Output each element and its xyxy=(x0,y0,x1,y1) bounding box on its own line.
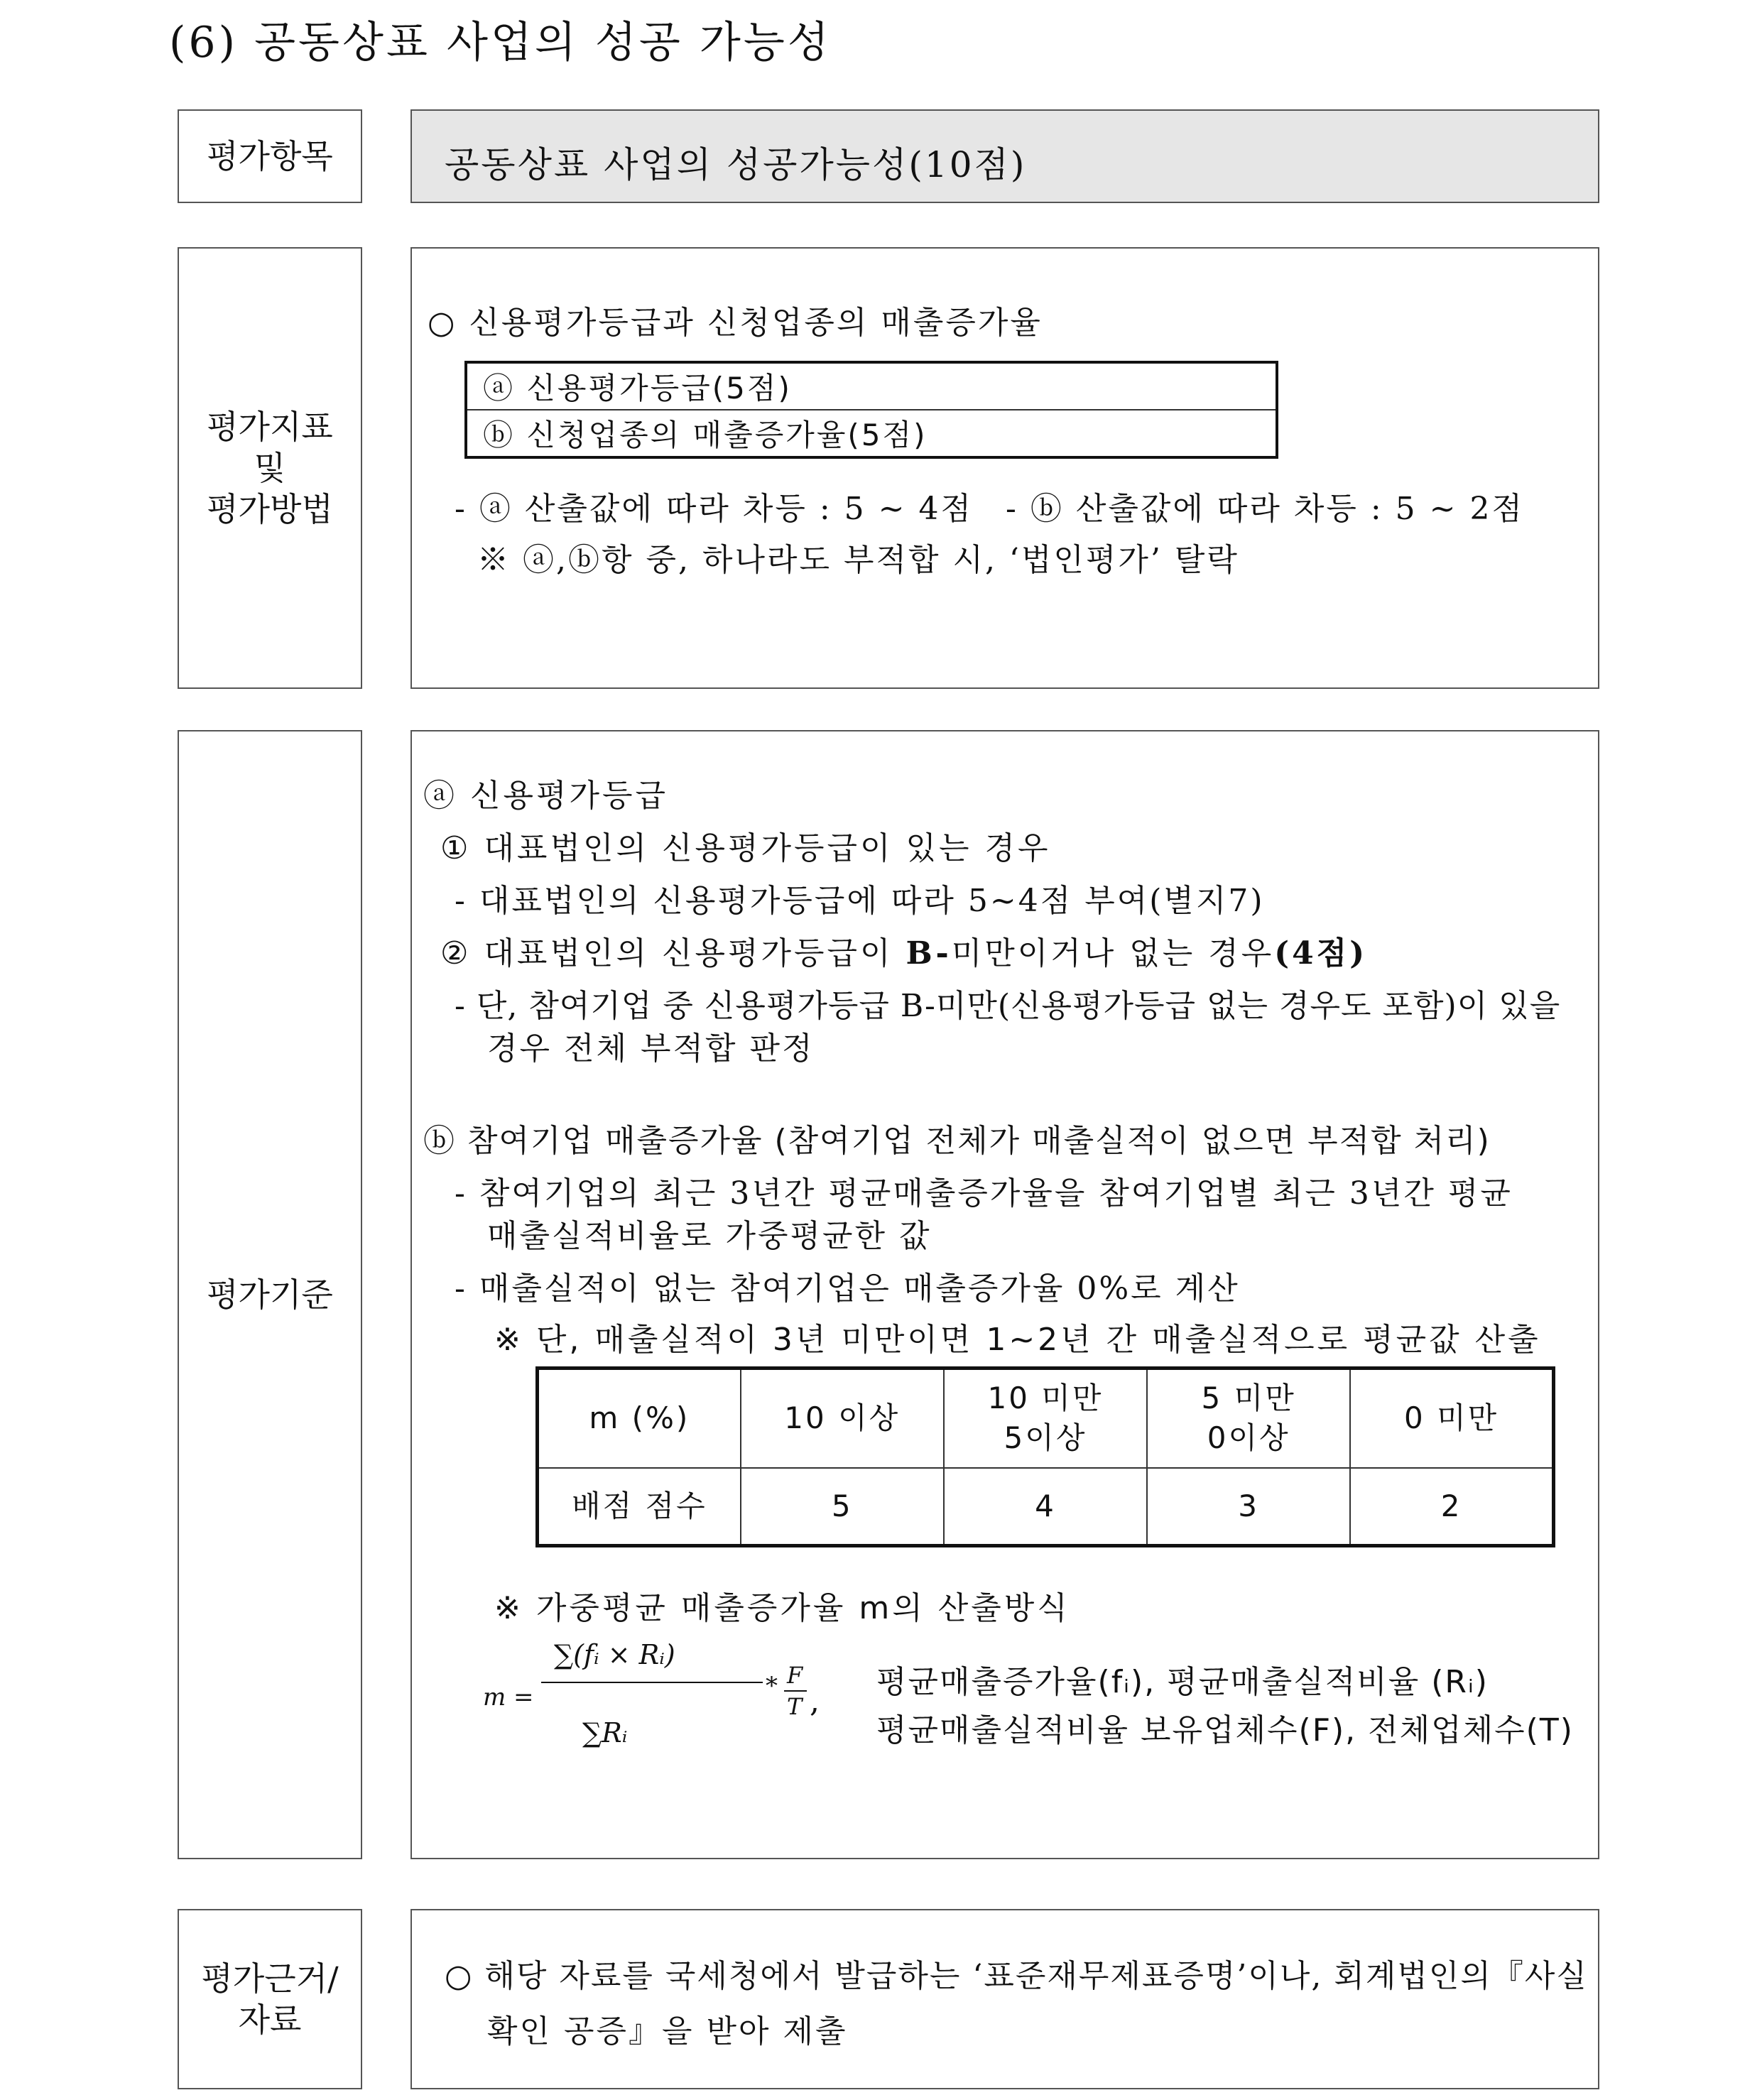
row3-a-title: ⓐ 신용평가등급 xyxy=(423,778,669,814)
row4-label-line2: 자료 xyxy=(238,2001,302,2039)
formula-lhs: m = xyxy=(483,1683,534,1712)
row3-b-note: ※ 단, 매출실적이 3년 미만이면 1∼2년 간 매출실적으로 평균값 산출 xyxy=(494,1322,1541,1358)
formula-comma: , xyxy=(810,1683,822,1719)
row3-b-sub1a: - 참여기업의 최근 3년간 평균매출증가율을 참여기업별 최근 3년간 평균 xyxy=(455,1175,1513,1212)
row3-a2-sub2: 경우 전체 부적합 판정 xyxy=(487,1030,815,1067)
row3-a2-mid: 미만이거나 없는 경우 xyxy=(951,935,1275,972)
row2-label-line1: 평가지표 xyxy=(207,408,333,446)
formula-times: * xyxy=(766,1672,778,1700)
formula-ft-bar xyxy=(784,1690,807,1692)
row2-line-a: - ⓐ 산출값에 따라 차등 : 5 ~ 4점 xyxy=(455,491,973,527)
inner-item-b: ⓑ 신청업종의 매출증가율(5점) xyxy=(466,410,1277,457)
row1-label-box xyxy=(178,109,362,203)
score-4: 4 xyxy=(944,1468,1147,1546)
row2-label-line2: 및 xyxy=(254,449,286,487)
row3-b-sub1b: 매출실적비율로 가중평균한 값 xyxy=(487,1218,932,1254)
inner-item-a: ⓐ 신용평가등급(5점) xyxy=(466,362,1277,410)
formula-T: T xyxy=(787,1693,803,1720)
row3-a1: ① 대표법인의 신용평가등급이 있는 경우 xyxy=(440,830,1051,866)
formula-legend1: 평균매출증가율(fᵢ), 평균매출실적비율 (Rᵢ) xyxy=(876,1664,1489,1700)
page-heading: (6) 공동상표 사업의 성공 가능성 xyxy=(169,18,832,67)
score-row-label: 배점 점수 xyxy=(538,1468,741,1546)
row3-label-box xyxy=(178,730,362,1859)
score-5: 5 xyxy=(741,1468,944,1546)
row2-label-box xyxy=(178,247,362,689)
row1-label: 평가항목 xyxy=(207,137,333,175)
row3-b-sub2: - 매출실적이 없는 참여기업은 매출증가율 0%로 계산 xyxy=(455,1271,1240,1307)
row2-label-line3: 평가방법 xyxy=(207,490,333,528)
formula-title: ※ 가중평균 매출증가율 m의 산출방식 xyxy=(494,1590,1070,1626)
row3-label: 평가기준 xyxy=(207,1275,333,1314)
formula xyxy=(483,1633,838,1775)
row2-bullet: ○ 신용평가등급과 신청업종의 매출증가율 xyxy=(428,305,1043,341)
formula-F: F xyxy=(787,1662,803,1689)
formula-denominator: ∑Rᵢ xyxy=(582,1717,628,1748)
row2-inner-table xyxy=(464,361,1278,459)
row3-a2-sub1: - 단, 참여기업 중 신용평가등급 B-미만(신용평가등급 없는 경우도 포함)이 있을 xyxy=(455,988,1561,1024)
row3-b-title: ⓑ 참여기업 매출증가율 (참여기업 전체가 매출실적이 없으면 부적합 처리) xyxy=(423,1123,1491,1159)
row2-line-b: - ⓑ 산출값에 따라 차등 : 5 ~ 2점 xyxy=(1006,491,1524,527)
score-header-10-5: 10 미만 5이상 xyxy=(944,1369,1147,1468)
formula-numerator: ∑(fᵢ × Rᵢ) xyxy=(554,1639,675,1670)
formula-legend2: 평균매출실적비율 보유업체수(F), 전체업체수(T) xyxy=(876,1712,1574,1748)
row4-label-line1: 평가근거/ xyxy=(201,1959,339,1998)
score-header-5-0: 5 미만 0이상 xyxy=(1147,1369,1350,1468)
row3-a2-bold1: B- xyxy=(906,935,952,972)
row1-content-box xyxy=(410,109,1599,203)
score-header-10-over: 10 이상 xyxy=(741,1369,944,1468)
row1-content: 공동상표 사업의 성공가능성(10점) xyxy=(445,144,1027,185)
row3-a2 xyxy=(440,927,1367,973)
row2-note: ※ ⓐ,ⓑ항 중, 하나라도 부적합 시, ‘법인평가’ 탈락 xyxy=(477,542,1239,578)
row3-a2-pre: ② 대표법인의 신용평가등급이 xyxy=(440,935,906,972)
row3-a2-bold2: (4점) xyxy=(1274,935,1368,972)
score-header-m: m (%) xyxy=(538,1369,741,1468)
row4-line1: ○ 해당 자료를 국세청에서 발급하는 ‘표준재무제표증명’이나, 회계법인의『사실 xyxy=(445,1958,1588,1994)
row3-content-box xyxy=(410,730,1599,1859)
row2-content-box xyxy=(410,247,1599,689)
score-header-0-under: 0 미만 xyxy=(1350,1369,1553,1468)
formula-fraction-bar xyxy=(541,1682,763,1683)
row4-line2: 확인 공증』을 받아 제출 xyxy=(487,2013,848,2050)
score-table xyxy=(535,1366,1555,1547)
score-2: 2 xyxy=(1350,1468,1553,1546)
row4-content-box xyxy=(410,1909,1599,2089)
row4-label-box xyxy=(178,1909,362,2089)
row3-a1-sub: - 대표법인의 신용평가등급에 따라 5~4점 부여(별지7) xyxy=(455,883,1265,919)
score-3: 3 xyxy=(1147,1468,1350,1546)
